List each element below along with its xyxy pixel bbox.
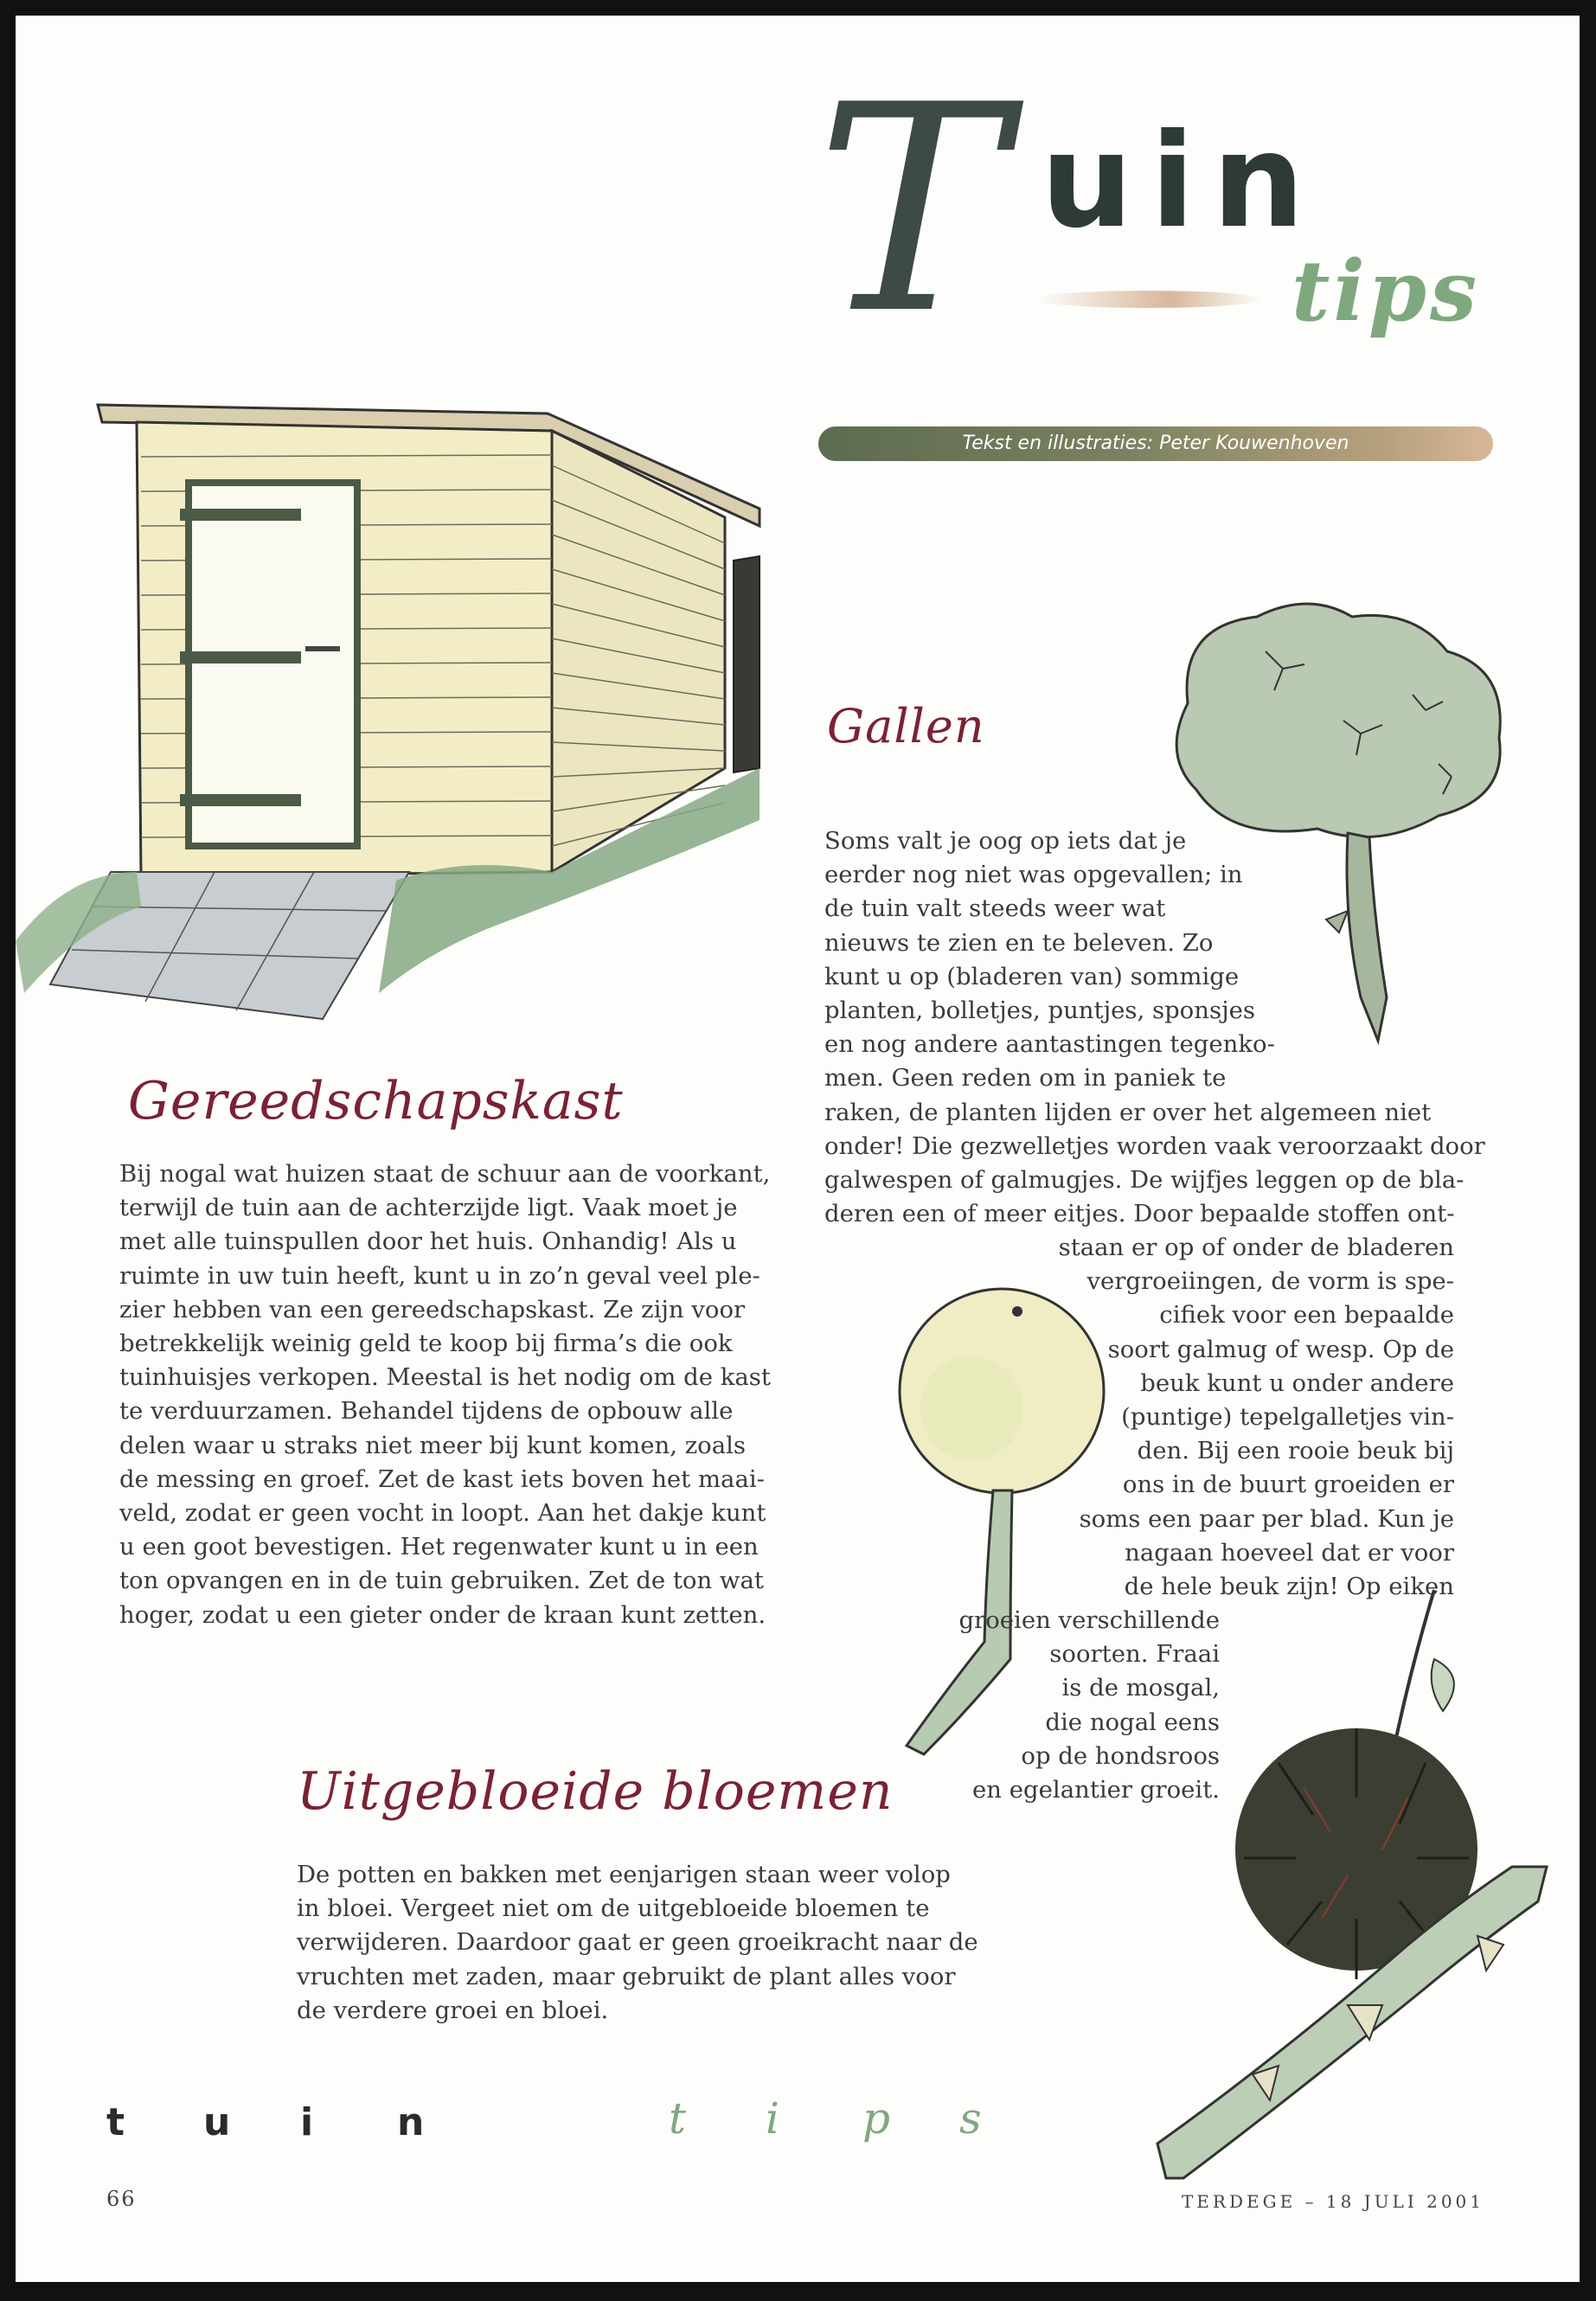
gereedschapskast-line: ruimte in uw tuin heeft, kunt u in zo’n geval veel ple- <box>119 1261 760 1290</box>
uitgebloeide-line: vruchten met zaden, maar gebruikt de plant alles voor <box>297 1962 956 1990</box>
gallen-line: groeien verschillende <box>958 1606 1220 1634</box>
footer-letter: p <box>862 2093 891 2144</box>
gereedschapskast-line: ton opvangen en in de tuin gebruiken. Zet de ton wat <box>119 1567 764 1595</box>
footer-letter: i <box>766 2093 779 2144</box>
heading-gereedschapskast: Gereedschapskast <box>128 1071 624 1131</box>
footer-tuin <box>106 2100 494 2144</box>
gallen-line: cifiek voor een bepaalde <box>1159 1301 1454 1330</box>
gallen-line: en egelantier groeit. <box>972 1776 1220 1804</box>
gallen-text-upper <box>824 824 1485 1231</box>
gallen-line: planten, bolletjes, puntjes, sponsjes <box>824 997 1255 1025</box>
gallen-line: die nogal eens <box>1045 1708 1220 1736</box>
gallen-line: staan er op of onder de bladeren <box>1058 1234 1454 1261</box>
gallen-line: soort galmug of wesp. Op de <box>1107 1335 1454 1363</box>
footer-letter: t <box>669 2093 687 2144</box>
gereedschapskast-line: te verduurzamen. Behandel tijdens de opbouw alle <box>119 1397 734 1426</box>
gallen-line: (puntige) tepelgalletjes vin- <box>1121 1403 1454 1432</box>
gallen-line: galwespen of galmugjes. De wijfjes leggen op de bla- <box>824 1166 1465 1195</box>
gereedschapskast-line: u een goot bevestigen. Het regenwater kunt u in een <box>119 1533 759 1561</box>
uitgebloeide-line: de verdere groei en bloei. <box>297 1996 609 2024</box>
gereedschapskast-line: betrekkelijk weinig geld te koop bij firma’s die ook <box>119 1330 733 1358</box>
gereedschapskast-line: veld, zodat er geen vocht in loopt. Aan het dakje kunt <box>119 1499 766 1528</box>
gallen-line: kunt u op (bladeren van) sommige <box>824 962 1240 990</box>
gallen-line: deren een of meer eitjes. Door bepaalde stoffen ont- <box>824 1200 1455 1228</box>
gallen-line: nagaan hoeveel dat er voor <box>1125 1538 1454 1567</box>
footer-letter: u <box>203 2100 231 2144</box>
title-swash <box>1036 291 1261 308</box>
gereedschapskast-text <box>119 1157 771 1632</box>
gallen-line: Soms valt je oog op iets dat je <box>824 827 1187 855</box>
gereedschapskast-line: met alle tuinspullen door het huis. Onhandig! Als u <box>119 1227 737 1256</box>
footer-letter: s <box>959 2093 982 2144</box>
gereedschapskast-line: zier hebben van een gereedschapskast. Ze zijn voor <box>119 1295 746 1324</box>
gallen-line: onder! Die gezwelletjes worden vaak veroorzaakt door <box>824 1131 1485 1160</box>
uitgebloeide-text <box>297 1858 978 2028</box>
gallen-line: ons in de buurt groeiden er <box>1122 1471 1454 1499</box>
footer-letter: t <box>106 2100 125 2144</box>
gallen-line: de hele beuk zijn! Op eiken <box>1124 1573 1454 1601</box>
gallen-line: beuk kunt u onder andere <box>1140 1368 1454 1397</box>
shed-illustration <box>16 388 768 1045</box>
gereedschapskast-line: tuinhuisjes verkopen. Meestal is het nodig om de kast <box>119 1363 771 1392</box>
footer-tips <box>669 2093 1056 2144</box>
byline-bar: Tekst en illustraties: Peter Kouwenhoven <box>818 426 1493 461</box>
footer-letter: n <box>397 2100 425 2144</box>
title-sub: tips <box>1292 242 1480 340</box>
gallen-line: soorten. Fraai <box>1049 1640 1220 1669</box>
magazine-issue: TERDEGE – 18 JULI 2001 <box>1181 2191 1484 2212</box>
gallen-line: eerder nog niet was opgevallen; in <box>824 861 1243 889</box>
footer-letter: i <box>300 2100 314 2144</box>
gallen-line: vergroeiingen, de vorm is spe- <box>1086 1267 1454 1296</box>
gallen-line: en nog andere aantastingen tegenko- <box>824 1030 1275 1059</box>
gallen-text-lower <box>1059 1231 1454 1604</box>
gereedschapskast-line: delen waar u straks niet meer bij kunt komen, zoals <box>119 1431 747 1459</box>
gereedschapskast-line: hoger, zodat u een gieter onder de kraan kunt zetten. <box>119 1600 766 1629</box>
uitgebloeide-line: in bloei. Vergeet niet om de uitgebloeide bloemen te <box>297 1894 930 1923</box>
gallen-line: is de mosgal, <box>1061 1674 1220 1702</box>
gallen-line: nieuws te zien en te beleven. Zo <box>824 928 1214 957</box>
gallen-line: men. Geen reden om in paniek te <box>824 1064 1227 1093</box>
gallen-line: den. Bij een rooie beuk bij <box>1137 1437 1454 1465</box>
gereedschapskast-line: de messing en groef. Zet de kast iets boven het maai- <box>119 1465 765 1493</box>
heading-uitgebloeide-bloemen: Uitgebloeide bloemen <box>297 1761 894 1822</box>
gereedschapskast-line: Bij nogal wat huizen staat de schuur aan de voorkant, <box>119 1160 771 1188</box>
page-number: 66 <box>106 2187 137 2211</box>
gallen-line: soms een paar per blad. Kun je <box>1079 1504 1454 1533</box>
uitgebloeide-line: De potten en bakken met eenjarigen staan weer volop <box>297 1861 951 1888</box>
title-main: uin <box>1041 106 1322 257</box>
title-initial: T <box>816 44 1007 376</box>
gereedschapskast-line: terwijl de tuin aan de achterzijde ligt. Vaak moet je <box>119 1194 738 1222</box>
uitgebloeide-line: verwijderen. Daardoor gaat er geen groeikracht naar de <box>297 1928 978 1957</box>
gallen-line: de tuin valt steeds weer wat <box>824 894 1166 923</box>
gallen-line: op de hondsroos <box>1021 1741 1220 1770</box>
heading-gallen: Gallen <box>827 699 985 753</box>
gallen-line: raken, de planten lijden er over het algemeen niet <box>824 1098 1432 1126</box>
gallen-text-bottom <box>937 1604 1220 1807</box>
magazine-page <box>16 16 1580 2282</box>
